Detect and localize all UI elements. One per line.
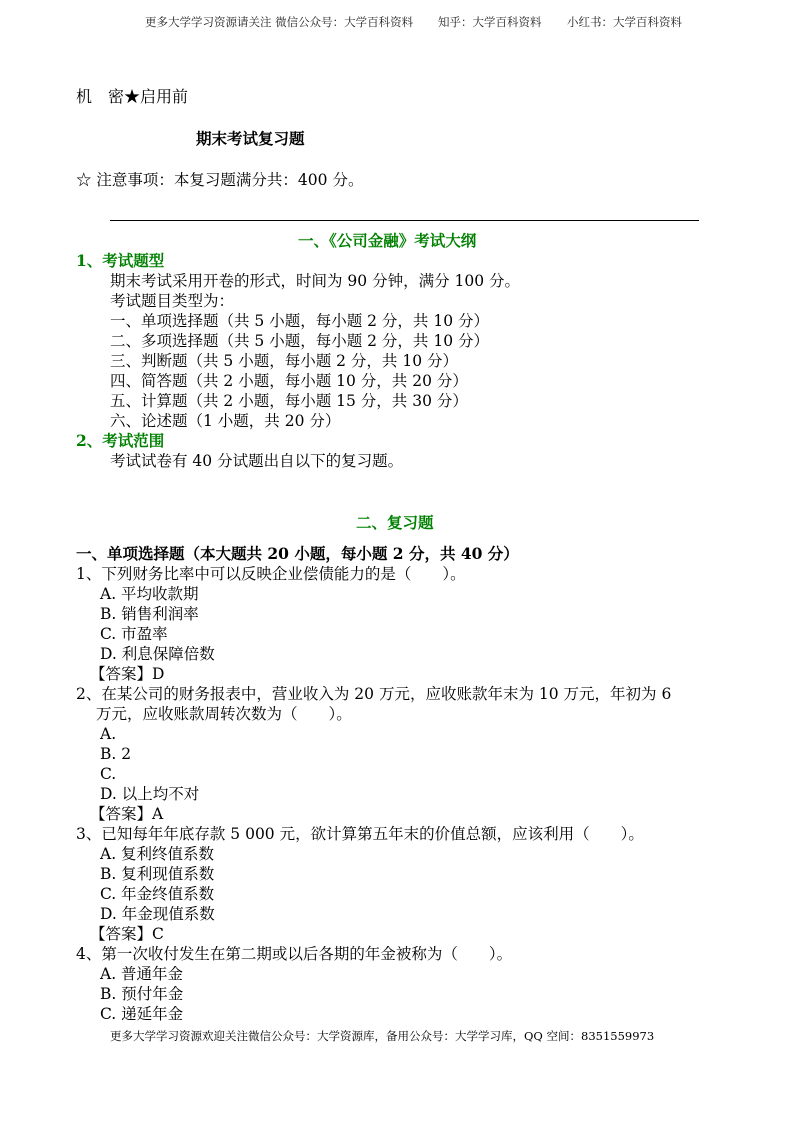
option: A. 平均收款期 [100,585,199,603]
header-left: 更多大学学习资源请关注 微信公众号：大学百科资料 [145,15,414,29]
question-text-cont: 万元，应收账款周转次数为（ ）。 [96,705,352,723]
notice: ☆ 注意事项：本复习题满分共：400 分。 [76,171,364,189]
option: A. 复利终值系数 [100,845,215,863]
outline-s2: 2、考试范围 [76,431,165,450]
outline-line: 二、多项选择题（共 5 小题，每小题 2 分，共 10 分） [110,332,490,350]
outline-line: 一、单项选择题（共 5 小题，每小题 2 分，共 10 分） [110,312,490,330]
option: C. [100,765,117,783]
header-mid: 知乎：大学百科资料 [438,15,542,29]
outline-line: 六、论述题（1 小题，共 20 分） [110,412,341,430]
option: B. 预付年金 [100,985,184,1003]
answer: 【答案】A [90,805,164,823]
option: C. 市盈率 [100,625,168,643]
option: D. 年金现值系数 [100,905,215,923]
outline-line: 期末考试采用开卷的形式，时间为 90 分钟，满分 100 分。 [110,272,521,290]
question-text: 3、已知每年年底存款 5 000 元，欲计算第五年末的价值总额，应该利用（ ）。 [76,825,644,843]
option: B. 销售利润率 [100,605,199,623]
option: D. 以上均不对 [100,785,200,803]
section-heading: 一、单项选择题（本大题共 20 小题，每小题 2 分，共 40 分） [76,544,519,563]
question-text: 4、第一次收付发生在第二期或以后各期的年金被称为（ ）。 [76,945,513,963]
outline-line: 考试题目类型为： [110,292,235,310]
option: A. 普通年金 [100,965,184,983]
outline-s1: 1、考试题型 [76,251,165,270]
review-heading: 二、复习题 [356,513,434,532]
outline-line: 四、简答题（共 2 小题，每小题 10 分，共 20 分） [110,372,468,390]
outline-heading: 一、《公司金融》考试大纲 [298,231,477,250]
secret-label: 机 密★启用前 [76,87,189,106]
divider [110,220,699,221]
answer: 【答案】D [90,665,165,683]
option: C. 年金终值系数 [100,885,215,903]
question-text: 1、下列财务比率中可以反映企业偿债能力的是（ ）。 [76,565,466,583]
footer: 更多大学学习资源欢迎关注微信公众号：大学资源库，备用公众号：大学学习库，QQ 空间：8351559973 [110,1029,655,1043]
option: D. 利息保障倍数 [100,645,215,663]
question-text: 2、在某公司的财务报表中，营业收入为 20 万元，应收账款年末为 10 万元，年初为 6 [76,685,672,703]
answer: 【答案】C [90,925,164,943]
option: B. 2 [100,745,132,763]
outline-s2-text: 考试试卷有 40 分试题出自以下的复习题。 [110,452,404,470]
outline-line: 五、计算题（共 2 小题，每小题 15 分，共 30 分） [110,392,468,410]
outline-line: 三、判断题（共 5 小题，每小题 2 分，共 10 分） [110,352,459,370]
option: B. 复利现值系数 [100,865,215,883]
header-right: 小红书：大学百科资料 [567,15,682,29]
option: C. 递延年金 [100,1005,184,1023]
option: A. [100,725,117,743]
doc-title: 期末考试复习题 [196,129,305,148]
